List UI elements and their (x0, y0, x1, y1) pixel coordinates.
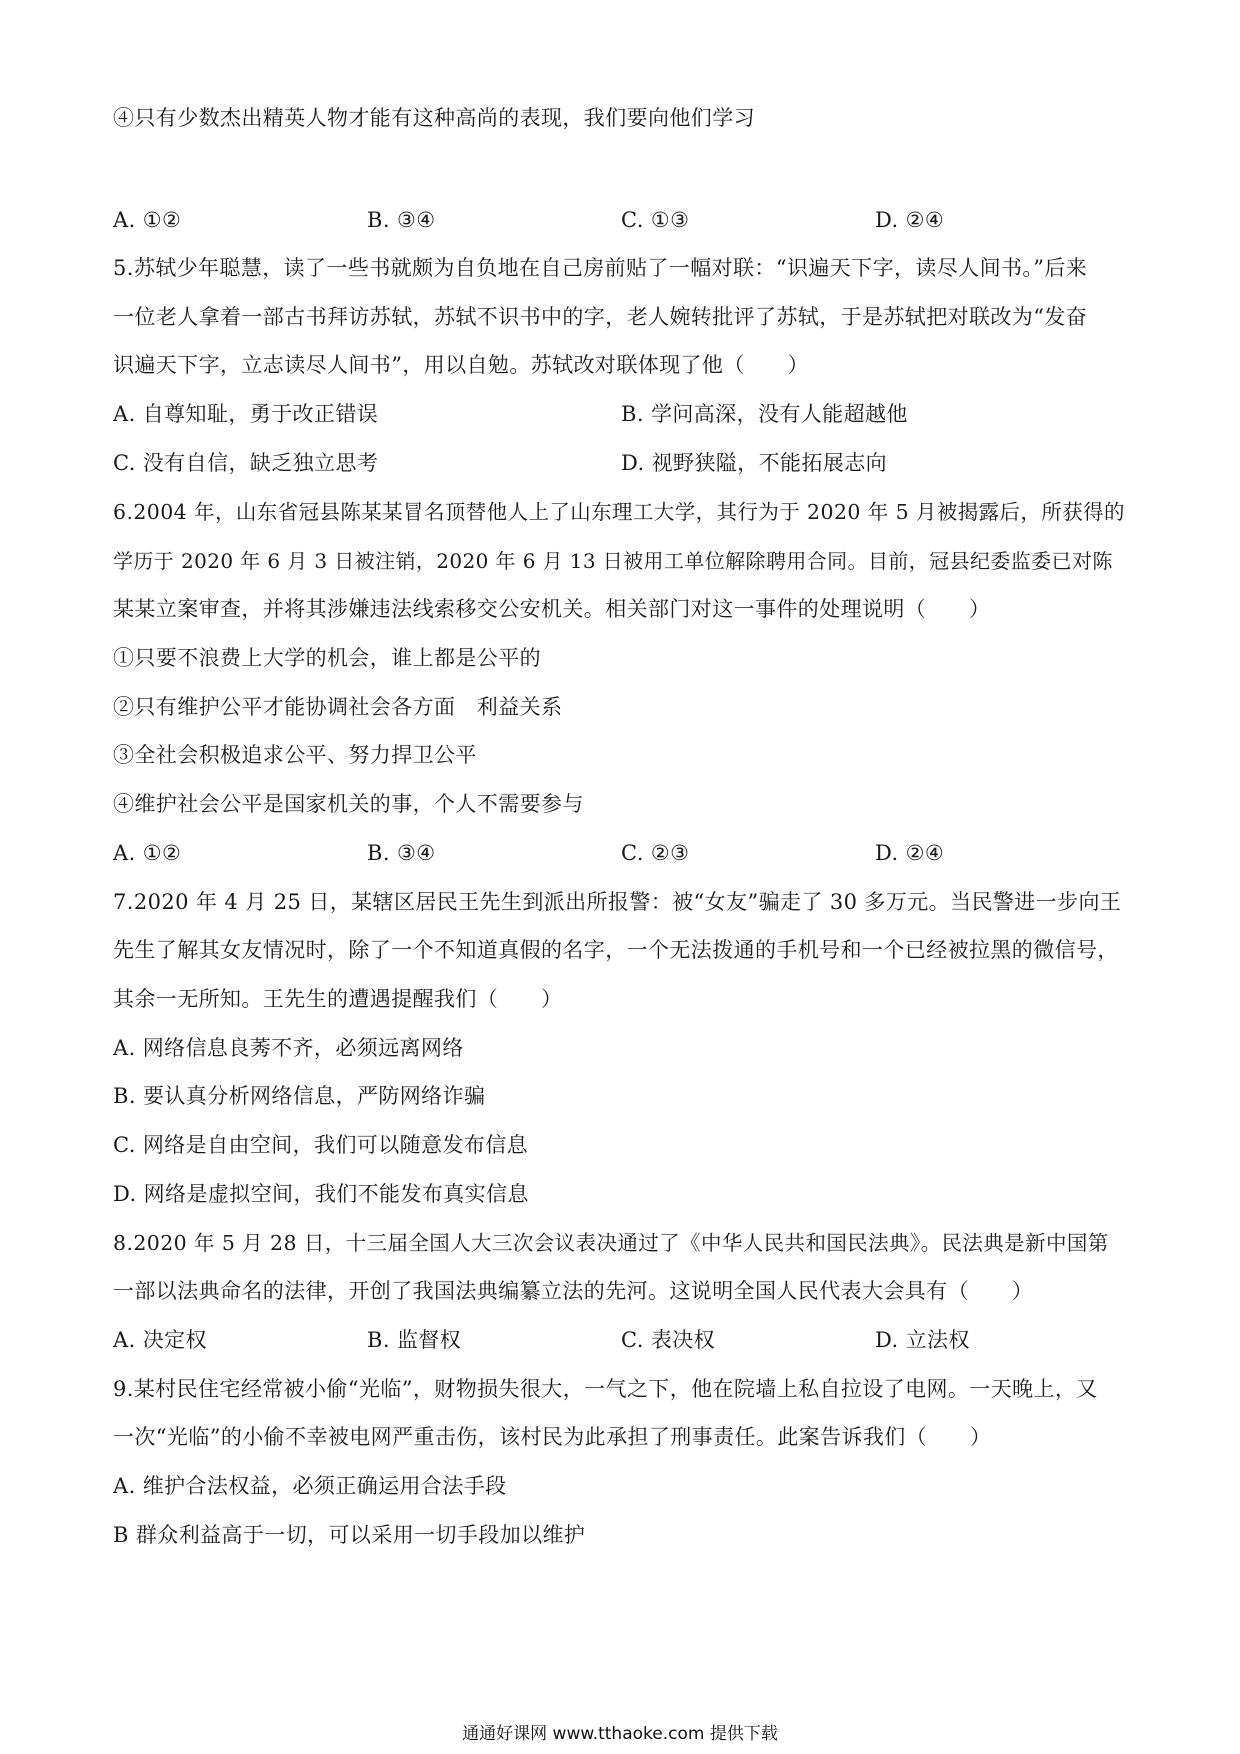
q9-stem-line-1: 9.某村民住宅经常被小偷“光临”，财物损失很大，一气之下，他在院墙上私自拉设了电网。一天晚上，又 (113, 1377, 1098, 1401)
q8-stem-line-2: 一部以法典命名的法律，开创了我国法典编纂立法的先河。这说明全国人民代表大会具有（ ） (113, 1279, 1034, 1303)
q6-option-d: D. ②④ (875, 841, 945, 865)
q8-option-c: C. 表决权 (621, 1328, 716, 1352)
q8-stem-line-1: 8.2020 年 5 月 28 日，十三届全国人大三次会议表决通过了《中华人民共和国民法典》。民法典是新中国第 (113, 1231, 1109, 1255)
q4-options (0, 206, 1240, 234)
q7-stem-line-3: 其余一无所知。王先生的遭遇提醒我们（ ） (113, 987, 563, 1011)
q7-option-d: D. 网络是虚拟空间，我们不能发布真实信息 (113, 1182, 529, 1206)
q6-stem-line-1: 6.2004 年，山东省冠县陈某某冒名顶替他人上了山东理工大学，其行为于 2020 年 5 月被揭露后，所获得的 (113, 500, 1125, 524)
q5-option-c: C. 没有自信，缺乏独立思考 (113, 451, 379, 475)
q7-option-b: B. 要认真分析网络信息，严防网络诈骗 (113, 1084, 486, 1108)
q6-item-4: ④维护社会公平是国家机关的事，个人不需要参与 (113, 792, 584, 816)
q6-option-b: B. ③④ (367, 841, 436, 865)
q8-options (0, 1326, 1240, 1354)
q5-option-d: D. 视野狭隘，不能拓展志向 (621, 451, 888, 475)
q5-option-b: B. 学问高深，没有人能超越他 (621, 402, 908, 426)
q4-item-4: ④只有少数杰出精英人物才能有这种高尚的表现，我们要向他们学习 (113, 106, 755, 130)
q7-option-c: C. 网络是自由空间，我们可以随意发布信息 (113, 1133, 529, 1157)
q8-option-d: D. 立法权 (875, 1328, 970, 1352)
q6-stem-line-2: 学历于 2020 年 6 月 3 日被注销，2020 年 6 月 13 日被用工单位解除聘用合同。目前，冠县纪委监委已对陈 (113, 549, 1113, 573)
q9-option-a: A. 维护合法权益，必须正确运用合法手段 (113, 1474, 507, 1498)
q5-stem-line-2: 一位老人拿着一部古书拜访苏轼，苏轼不识书中的字，老人婉转批评了苏轼，于是苏轼把对联改为“发奋 (113, 305, 1088, 329)
q7-stem-line-1: 7.2020 年 4 月 25 日，某辖区居民王先生到派出所报警：被“女友”骗走了 30 多万元。当民警进一步向王 (113, 890, 1122, 914)
q6-item-2: ②只有维护公平才能协调社会各方面 利益关系 (113, 695, 563, 719)
q5-stem-line-1: 5.苏轼少年聪慧，读了一些书就颇为自负地在自己房前贴了一幅对联：“识遍天下字，读尽人间书。”后来 (113, 256, 1088, 280)
q4-option-d: D. ②④ (875, 208, 945, 232)
q6-option-a: A. ①② (113, 841, 182, 865)
q7-option-a: A. 网络信息良莠不齐，必须远离网络 (113, 1036, 464, 1060)
q9-option-b: B 群众利益高于一切，可以采用一切手段加以维护 (113, 1523, 586, 1547)
q6-item-3: ③全社会积极追求公平、努力捍卫公平 (113, 743, 477, 767)
q4-option-c: C. ①③ (621, 208, 690, 232)
q5-options-row-2 (0, 449, 1240, 477)
q5-stem-line-3: 识遍天下字，立志读尽人间书”，用以自勉。苏轼改对联体现了他（ ） (113, 353, 809, 377)
q4-option-b: B. ③④ (367, 208, 436, 232)
q9-stem-line-2: 一次“光临”的小偷不幸被电网严重击伤，该村民为此承担了刑事责任。此案告诉我们（ ） (113, 1425, 992, 1449)
q5-options-row-1 (0, 400, 1240, 428)
q6-stem-line-3: 某某立案审查，并将其涉嫌违法线索移交公安机关。相关部门对这一事件的处理说明（ ） (113, 597, 991, 621)
q6-item-1: ①只要不浪费上大学的机会，谁上都是公平的 (113, 646, 541, 670)
q4-option-a: A. ①② (113, 208, 182, 232)
q6-option-c: C. ②③ (621, 841, 690, 865)
q6-options (0, 839, 1240, 867)
q7-stem-line-2: 先生了解其女友情况时，除了一个不知道真假的名字，一个无法拨通的手机号和一个已经被拉黑的微信号， (113, 938, 1119, 962)
page-footer: 通通好课网 www.tthaoke.com 提供下载 (462, 1724, 778, 1744)
q8-option-b: B. 监督权 (367, 1328, 462, 1352)
q5-option-a: A. 自尊知耻，勇于改正错误 (113, 402, 379, 426)
q8-option-a: A. 决定权 (113, 1328, 207, 1352)
